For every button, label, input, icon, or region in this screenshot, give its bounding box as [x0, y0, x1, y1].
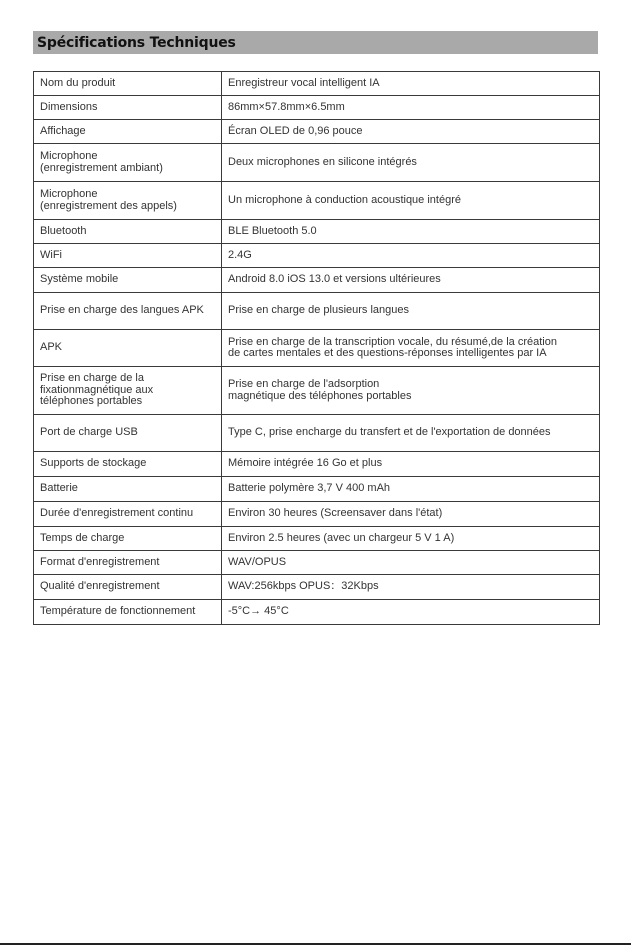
- table-row: [34, 144, 600, 182]
- table-row: [34, 600, 600, 625]
- spec-label: Prise en charge des langues APK: [34, 293, 222, 330]
- table-row: [34, 330, 600, 367]
- spec-value: 2.4G: [222, 244, 600, 268]
- spec-label: Système mobile: [34, 268, 222, 293]
- table-row: [34, 268, 600, 293]
- spec-value: Enregistreur vocal intelligent IA: [222, 72, 600, 96]
- spec-label: Dimensions: [34, 96, 222, 120]
- table-row: [34, 477, 600, 502]
- spec-label: Durée d'enregistrement continu: [34, 502, 222, 527]
- table-row: [34, 72, 600, 96]
- spec-label: Prise en charge de la fixationmagnétique aux téléphones portables: [34, 367, 222, 415]
- spec-label: Bluetooth: [34, 220, 222, 244]
- table-row: [34, 551, 600, 575]
- spec-label: Port de charge USB: [34, 415, 222, 452]
- spec-value: Prise en charge de plusieurs langues: [222, 293, 600, 330]
- spec-label: Qualité d'enregistrement: [34, 575, 222, 600]
- spec-value: -5°C→ 45°C: [222, 600, 600, 625]
- spec-label: Température de fonctionnement: [34, 600, 222, 625]
- page-title: Spécifications Techniques: [37, 34, 236, 51]
- section-header: [33, 31, 598, 54]
- table-row: [34, 367, 600, 415]
- spec-value: Batterie polymère 3,7 V 400 mAh: [222, 477, 600, 502]
- table-row: [34, 244, 600, 268]
- table-row: [34, 293, 600, 330]
- spec-label: WiFi: [34, 244, 222, 268]
- table-row: [34, 527, 600, 551]
- spec-label: Batterie: [34, 477, 222, 502]
- spec-label: Nom du produit: [34, 72, 222, 96]
- spec-label: APK: [34, 330, 222, 367]
- spec-value: Type C, prise encharge du transfert et de l'exportation de données: [222, 415, 600, 452]
- table-row: [34, 96, 600, 120]
- spec-value: Un microphone à conduction acoustique intégré: [222, 182, 600, 220]
- table-row: [34, 502, 600, 527]
- spec-value: Environ 30 heures (Screensaver dans l'état): [222, 502, 600, 527]
- spec-value: Prise en charge de l'adsorption magnétique des téléphones portables: [222, 367, 600, 415]
- spec-value: Écran OLED de 0,96 pouce: [222, 120, 600, 144]
- spec-label: Affichage: [34, 120, 222, 144]
- spec-value: WAV/OPUS: [222, 551, 600, 575]
- spec-value: Mémoire intégrée 16 Go et plus: [222, 452, 600, 477]
- spec-value: Environ 2.5 heures (avec un chargeur 5 V 1 A): [222, 527, 600, 551]
- spec-value: BLE Bluetooth 5.0: [222, 220, 600, 244]
- spec-label: Supports de stockage: [34, 452, 222, 477]
- spec-value: Deux microphones en silicone intégrés: [222, 144, 600, 182]
- table-row: [34, 575, 600, 600]
- spec-value: Prise en charge de la transcription vocale, du résumé,de la création de cartes mentales et des questions-réponses intelligentes par IA: [222, 330, 600, 367]
- table-row: [34, 120, 600, 144]
- specifications-table: [33, 71, 600, 625]
- spec-label: Microphone (enregistrement ambiant): [34, 144, 222, 182]
- spec-label: Temps de charge: [34, 527, 222, 551]
- spec-label: Microphone (enregistrement des appels): [34, 182, 222, 220]
- table-row: [34, 220, 600, 244]
- table-row: [34, 182, 600, 220]
- footer-rule: [0, 943, 631, 945]
- spec-label: Format d'enregistrement: [34, 551, 222, 575]
- spec-value: Android 8.0 iOS 13.0 et versions ultérieures: [222, 268, 600, 293]
- spec-value: WAV:256kbps OPUS：32Kbps: [222, 575, 600, 600]
- table-row: [34, 415, 600, 452]
- spec-value: 86mm×57.8mm×6.5mm: [222, 96, 600, 120]
- table-row: [34, 452, 600, 477]
